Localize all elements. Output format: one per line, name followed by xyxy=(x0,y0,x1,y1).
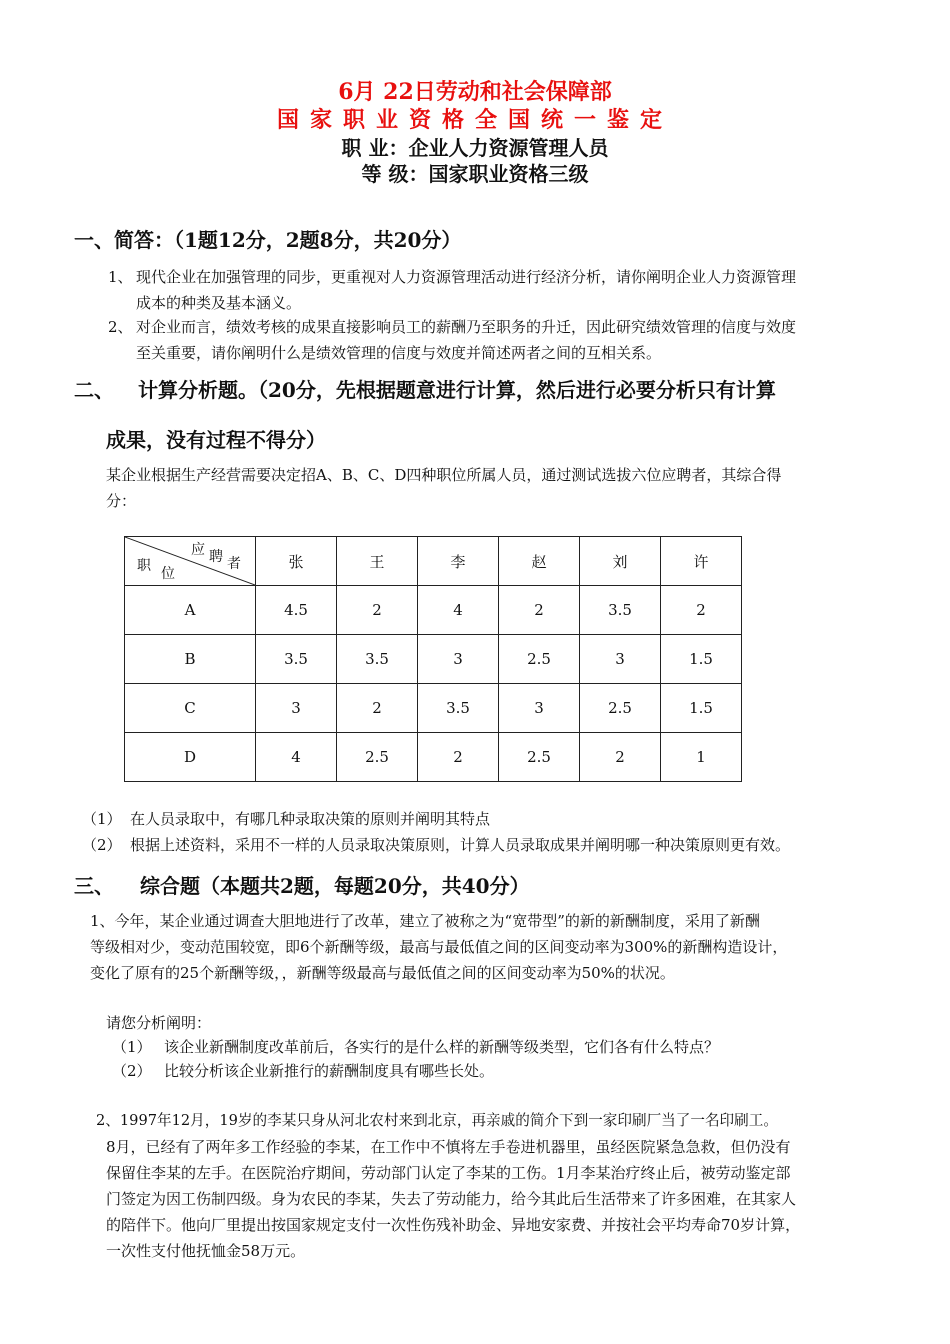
corner-label-applicant-1: 应 xyxy=(191,542,205,558)
subquestion-number: （2） xyxy=(82,836,122,854)
title-national-exam: 国家职业资格全国统一鉴定 xyxy=(276,107,673,133)
column-header: 刘 xyxy=(580,537,661,586)
section2-heading-line2: 成果，没有过程不得分） xyxy=(106,428,326,452)
row-label: A xyxy=(125,586,256,635)
q2-line1: 对企业而言，绩效考核的成果直接影响员工的薪酬乃至职务的升迁，因此研究绩效管理的信度与效度 xyxy=(136,318,797,336)
column-header: 李 xyxy=(418,537,499,586)
subquestion-number: （1） xyxy=(82,810,122,828)
column-header: 赵 xyxy=(499,537,580,586)
table-header-row xyxy=(125,537,742,586)
table-cell: 2.5 xyxy=(580,684,661,733)
table-row xyxy=(125,635,742,684)
table-cell: 1 xyxy=(661,733,742,782)
table-corner-cell xyxy=(125,537,256,586)
table-cell: 2 xyxy=(337,684,418,733)
table-cell: 4.5 xyxy=(256,586,337,635)
case1-ask: 请您分析阐明： xyxy=(106,1014,212,1032)
table-cell: 2 xyxy=(337,586,418,635)
table-cell: 3.5 xyxy=(418,684,499,733)
case2-line1: 2、1997年12月，19岁的李某只身从河北农村来到北京，再亲戚的简介下到一家印刷厂当了一名印刷工。 xyxy=(96,1112,778,1129)
title-occupation: 职 业：企业人力资源管理人员 xyxy=(341,136,609,160)
case1-line2: 等级相对少，变动范围较宽，即6个新酬等级，最高与最低值之间的区间变动率为300%的新酬构造设计， xyxy=(90,938,788,956)
question-text: 比较分析该企业新推行的薪酬制度具有哪些长处。 xyxy=(164,1062,495,1080)
section2-heading-line1: 计算分析题。（20分，先根据题意进行计算，然后进行必要分析只有计算 xyxy=(138,378,776,402)
section2-subquestion-2 xyxy=(82,832,790,858)
q1-line2: 成本的种类及基本涵义。 xyxy=(136,294,302,312)
table-cell: 3.5 xyxy=(337,635,418,684)
subquestion-text: 根据上述资料，采用不一样的人员录取决策原则，计算人员录取成果并阐明哪一种决策原则更有效。 xyxy=(130,836,791,854)
table-cell: 1.5 xyxy=(661,684,742,733)
q2-number: 2、 xyxy=(108,318,133,336)
table-cell: 2 xyxy=(499,586,580,635)
table-cell: 4 xyxy=(418,586,499,635)
corner-label-applicant-2: 聘 xyxy=(209,549,223,565)
case1-question-2 xyxy=(112,1058,494,1084)
q2-line2: 至关重要，请你阐明什么是绩效管理的信度与效度并简述两者之间的互相关系。 xyxy=(136,344,662,362)
table-cell: 2.5 xyxy=(337,733,418,782)
table-cell: 2 xyxy=(661,586,742,635)
section2-subquestion-1 xyxy=(82,806,490,832)
subquestion-text: 在人员录取中，有哪几种录取决策的原则并阐明其特点 xyxy=(130,810,491,828)
table-cell: 2 xyxy=(418,733,499,782)
question-text: 该企业新酬制度改革前后，各实行的是什么样的新酬等级类型，它们各有什么特点？ xyxy=(164,1038,720,1056)
table-row xyxy=(125,733,742,782)
title-date-ministry: 6月 22日劳动和社会保障部 xyxy=(338,79,612,105)
row-label: C xyxy=(125,684,256,733)
section1-heading: 一、简答：（1题12分，2题8分，共20分） xyxy=(74,228,462,252)
column-header: 张 xyxy=(256,537,337,586)
section2-number: 二、 xyxy=(74,378,114,402)
title-level: 等 级：国家职业资格三级 xyxy=(361,162,589,186)
table-cell: 2 xyxy=(580,733,661,782)
corner-label-applicant-3: 者 xyxy=(227,556,241,572)
case2-line4: 门签定为因工伤制四级。身为农民的李某，失去了劳动能力，给今其此后生活带来了许多困难，在其家人 xyxy=(106,1190,797,1208)
score-table xyxy=(124,536,742,782)
table-cell: 4 xyxy=(256,733,337,782)
table-cell: 3 xyxy=(499,684,580,733)
case1-line3: 变化了原有的25个新酬等级，，新酬等级最高与最低值之间的区间变动率为50%的状况。 xyxy=(90,964,675,982)
table-cell: 3 xyxy=(580,635,661,684)
table-cell: 3 xyxy=(418,635,499,684)
table-row xyxy=(125,586,742,635)
corner-label-position-2: 位 xyxy=(161,566,175,582)
case2-line6: 一次性支付他抚恤金58万元。 xyxy=(106,1242,306,1260)
q1-number: 1、 xyxy=(108,268,133,286)
table-cell: 1.5 xyxy=(661,635,742,684)
column-header: 王 xyxy=(337,537,418,586)
case1-question-1 xyxy=(112,1034,719,1060)
table-cell: 3 xyxy=(256,684,337,733)
corner-label-position-1: 职 xyxy=(137,558,151,574)
q1-line1: 现代企业在加强管理的同步，更重视对人力资源管理活动进行经济分析，请你阐明企业人力资源管理 xyxy=(136,268,797,286)
table-cell: 2.5 xyxy=(499,733,580,782)
table-row xyxy=(125,684,742,733)
section3-heading: 综合题（本题共2题，每题20分，共40分） xyxy=(140,874,530,898)
column-header: 许 xyxy=(661,537,742,586)
table-cell: 2.5 xyxy=(499,635,580,684)
table-cell: 3.5 xyxy=(580,586,661,635)
question-number: （2） xyxy=(112,1062,152,1080)
section2-intro-line2: 分： xyxy=(106,492,137,510)
table-cell: 3.5 xyxy=(256,635,337,684)
case2-line3: 保留住李某的左手。在医院治疗期间，劳动部门认定了李某的工伤。1月李某治疗终止后，被劳动鉴定部 xyxy=(106,1164,791,1182)
row-label: D xyxy=(125,733,256,782)
case2-line5: 的陪伴下。他向厂里提出按国家规定支付一次性伤残补助金、异地安家费、并按社会平均寿命70岁计算， xyxy=(106,1216,801,1234)
case2-line2: 8月，已经有了两年多工作经验的李某，在工作中不慎将左手卷进机器里，虽经医院紧急急救，但仍没有 xyxy=(106,1138,791,1156)
question-number: （1） xyxy=(112,1038,152,1056)
row-label: B xyxy=(125,635,256,684)
case1-line1: 1、今年，某企业通过调查大胆地进行了改革，建立了被称之为“宽带型”的新的新酬制度，采用了新酬 xyxy=(90,912,760,930)
section3-number: 三、 xyxy=(74,874,114,898)
section2-intro-line1: 某企业根据生产经营需要决定招A、B、C、D四种职位所属人员，通过测试选拔六位应聘者，其综合得 xyxy=(106,466,782,484)
